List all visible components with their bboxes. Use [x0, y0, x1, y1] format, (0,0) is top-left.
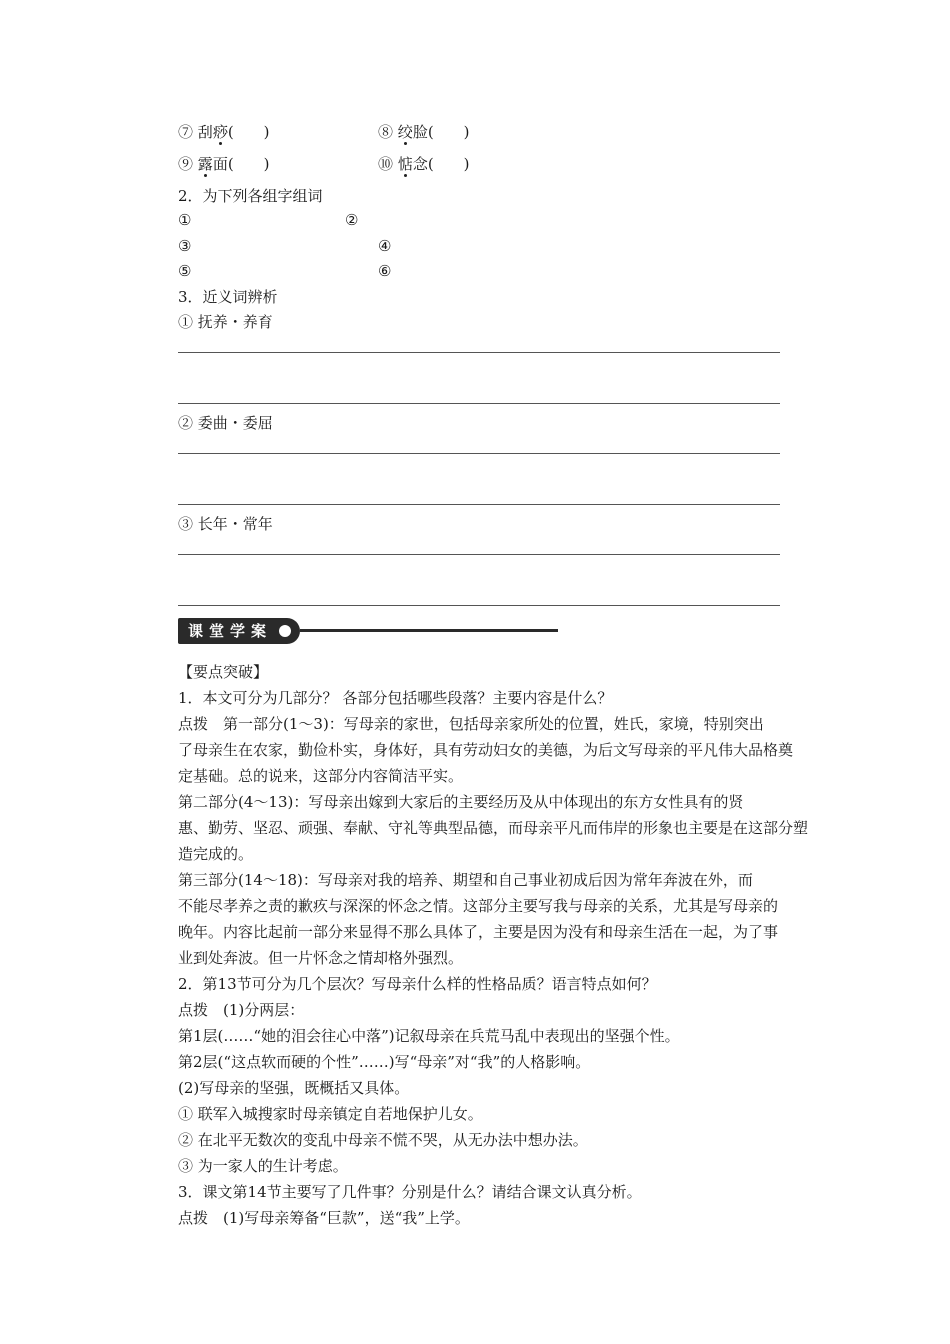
item-10 [378, 154, 470, 174]
item-text-pre: 刮 [197, 123, 213, 141]
synonym-pair: ① 抚养・养育 [178, 313, 273, 331]
item-text-post: 脸( ) [412, 123, 470, 141]
bullet-icon [279, 625, 291, 637]
blank-number: ④ [378, 237, 392, 255]
dotted-char: 露 [197, 155, 213, 173]
question-2-title: 2．为下列各组字组词 [178, 187, 323, 205]
answer-line-text: 不能尽孝养之责的歉疚与深深的怀念之情。这部分主要写我与母亲的关系，尤其是写母亲的 [178, 897, 779, 915]
dotted-char: 惦 [397, 155, 413, 173]
answer-line [178, 554, 780, 555]
answer-line-text: 业到处奔波。但一片怀念之情却格外强烈。 [178, 949, 464, 967]
blank-number: ⑥ [378, 262, 392, 280]
item-number: ⑦ [178, 123, 194, 141]
item-text-post: 念( ) [412, 155, 470, 173]
synonym-pair: ② 委曲・委屈 [178, 414, 273, 432]
banner-label: 课堂学案 [178, 618, 300, 644]
answer-line-text: ③ 为一家人的生计考虑。 [178, 1157, 348, 1175]
answer-line [178, 352, 780, 353]
answer-line-text: (2)写母亲的坚强，既概括又具体。 [178, 1079, 410, 1097]
answer-line-text: 第三部分(14～18)：写母亲对我的培养、期望和自己事业初成后因为常年奔波在外，而 [178, 871, 753, 889]
answer-line [178, 453, 780, 454]
answer-line-text: 了母亲生在农家，勤俭朴实，身体好，具有劳动妇女的美德，为后文写母亲的平凡伟大品格奠 [178, 741, 794, 759]
question-3-title: 3．近义词辨析 [178, 288, 278, 306]
synonym-pair: ③ 长年・常年 [178, 515, 273, 533]
blank-number: ② [345, 211, 359, 229]
answer-line-text: 点拨 第一部分(1～3)：写母亲的家世，包括母亲家所处的位置，姓氏，家境，特别突出 [178, 715, 764, 733]
answer-line-text: 点拨 (1)分两层： [178, 1001, 305, 1019]
section-heading: 【要点突破】 [178, 663, 269, 681]
question-2: 2．第13节可分为几个层次？写母亲什么样的性格品质？语言特点如何？ [178, 975, 657, 993]
item-text-post: ( ) [227, 123, 270, 141]
section-banner [178, 618, 558, 644]
answer-line-text: 点拨 (1)写母亲筹备“巨款”，送“我”上学。 [178, 1209, 470, 1227]
question-1: 1．本文可分为几部分？ 各部分包括哪些段落？主要内容是什么？ [178, 689, 613, 707]
answer-line [178, 403, 780, 404]
item-number: ⑩ [378, 155, 394, 173]
answer-line-text: ② 在北平无数次的变乱中母亲不慌不哭，从无办法中想办法。 [178, 1131, 588, 1149]
blank-number: ⑤ [178, 262, 192, 280]
answer-line-text: 第2层(“这点软而硬的个性”……)写“母亲”对“我”的人格影响。 [178, 1053, 591, 1071]
answer-line [178, 605, 780, 606]
dotted-char: 绞 [397, 123, 413, 141]
item-8 [378, 122, 470, 142]
dotted-char: 痧 [212, 123, 228, 141]
answer-line-text: 惠、勤劳、坚忍、顽强、奉献、守礼等典型品德，而母亲平凡而伟岸的形象也主要是在这部分塑 [178, 819, 809, 837]
blank-number: ③ [178, 237, 192, 255]
blank-number: ① [178, 211, 192, 229]
item-text-post: 面( ) [212, 155, 270, 173]
item-7 [178, 122, 270, 142]
answer-line-text: 第1层(……“她的泪会往心中落”)记叙母亲在兵荒马乱中表现出的坚强个性。 [178, 1027, 680, 1045]
item-9 [178, 154, 270, 174]
answer-line-text: ① 联军入城搜家时母亲镇定自若地保护儿女。 [178, 1105, 483, 1123]
question-3: 3．课文第14节主要写了几件事？分别是什么？请结合课文认真分析。 [178, 1183, 642, 1201]
item-number: ⑧ [378, 123, 394, 141]
banner-rule [300, 629, 558, 632]
answer-line [178, 504, 780, 505]
answer-line-text: 造完成的。 [178, 845, 254, 863]
answer-line-text: 定基础。总的说来，这部分内容简洁平实。 [178, 767, 464, 785]
answer-line-text: 晚年。内容比起前一部分来显得不那么具体了，主要是因为没有和母亲生活在一起，为了事 [178, 923, 779, 941]
answer-line-text: 第二部分(4～13)：写母亲出嫁到大家后的主要经历及从中体现出的东方女性具有的贤 [178, 793, 744, 811]
item-number: ⑨ [178, 155, 194, 173]
